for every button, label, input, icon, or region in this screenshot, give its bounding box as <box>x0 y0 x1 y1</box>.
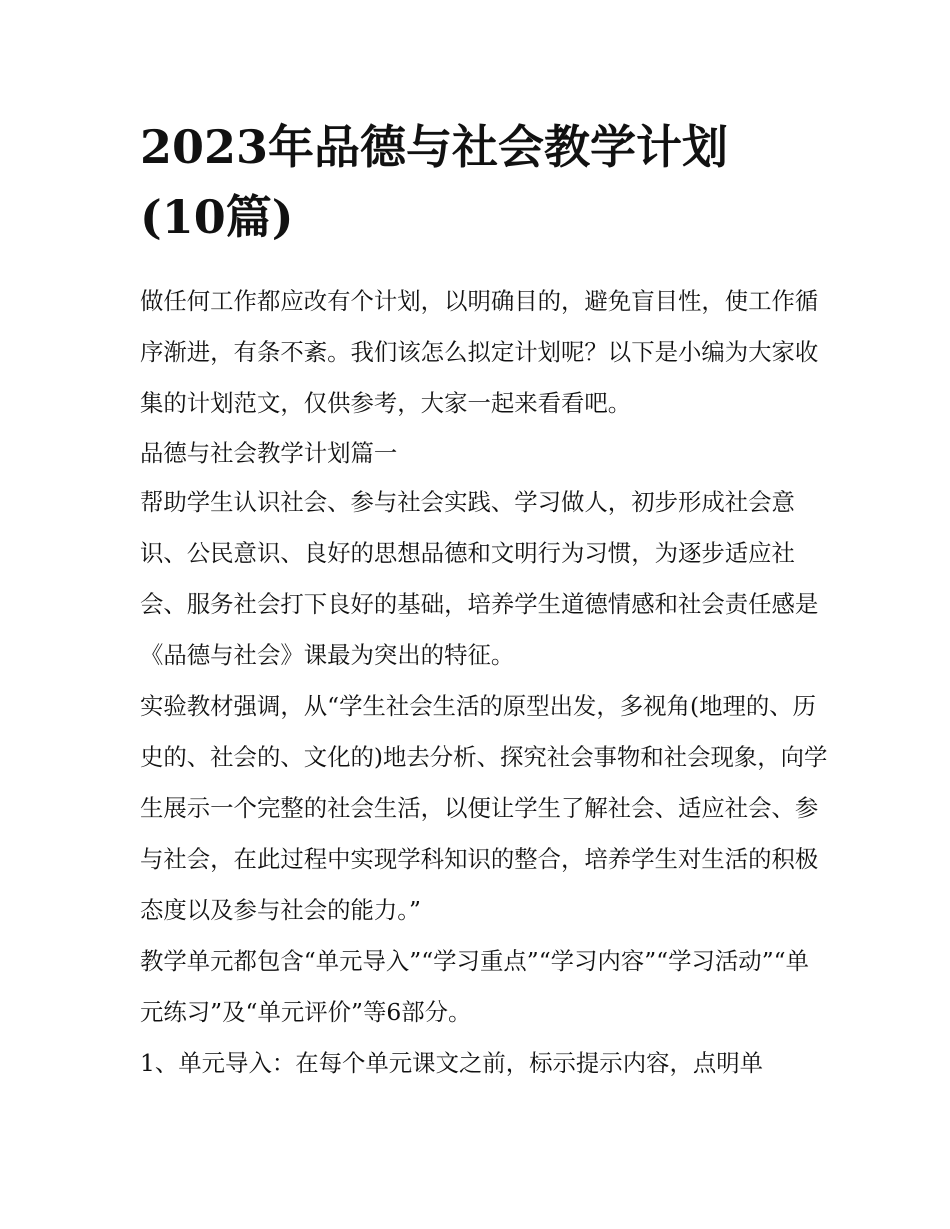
document-body <box>140 276 830 1089</box>
intro-paragraph: 做任何工作都应改有个计划，以明确目的，避免盲目性，使工作循序渐进，有条不紊。我们该怎么拟定计划呢？以下是小编为大家收集的计划范文，仅供参考，大家一起来看看吧。 <box>140 287 819 417</box>
body-paragraph: 1、单元导入：在每个单元课文之前，标示提示内容，点明单 <box>140 1049 764 1077</box>
body-paragraph: 帮助学生认识社会、参与社会实践、学习做人，初步形成社会意识、公民意识、良好的思想品德和文明行为习惯，为逐步适应社会、服务社会打下良好的基础，培养学生道德情感和社会责任感是《品德与社会》课最为突出的特征。 <box>140 488 819 669</box>
title-line-2: (10篇) <box>140 190 294 244</box>
body-paragraph: 教学单元都包含“单元导入”“学习重点”“学习内容”“学习活动”“单元练习”及“单元评价”等6部分。 <box>140 947 809 1026</box>
section-heading: 品德与社会教学计划篇一 <box>140 439 398 467</box>
title-line-1: 2023年品德与社会教学计划 <box>140 120 729 174</box>
body-paragraph: 实验教材强调，从“学生社会生活的原型出发，多视角(地理的、历史的、社会的、文化的)地去分析、探究社会事物和社会现象，向学生展示一个完整的社会生活，以便让学生了解社会、适应社会、参与社会，在此过程中实现学科知识的整合，培养学生对生活的积极态度以及参与社会的能力。” <box>140 692 828 924</box>
page-title <box>140 112 820 252</box>
